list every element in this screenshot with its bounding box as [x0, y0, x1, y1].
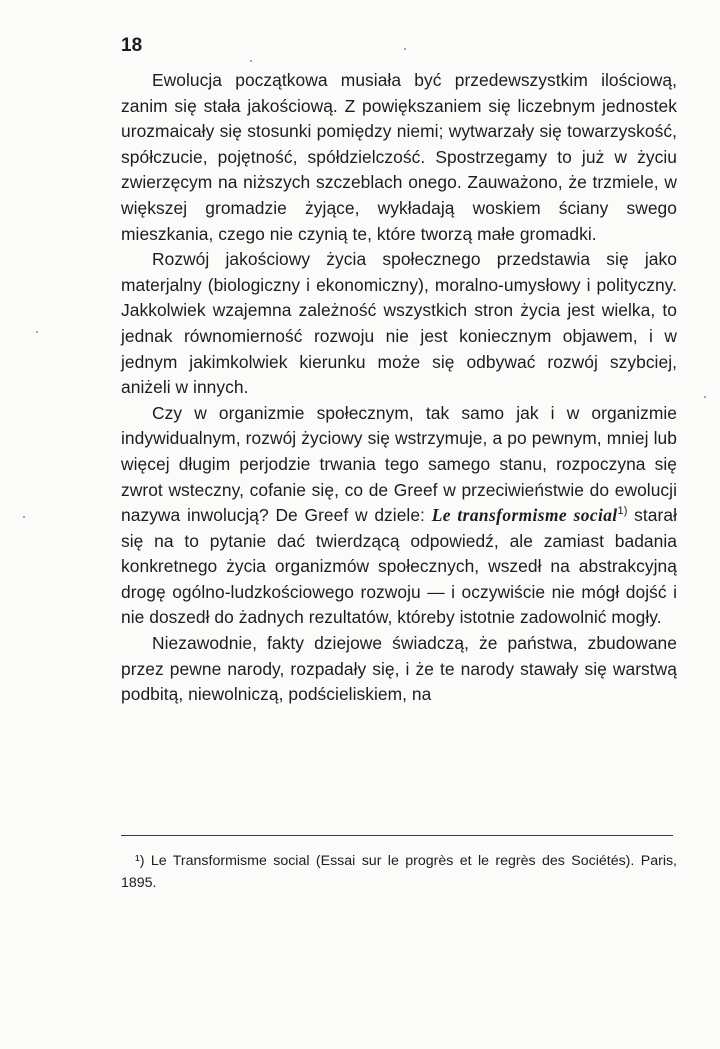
footnote-divider — [121, 835, 673, 836]
paragraph-3-text-b: starał się na to pytanie dać twierdzącą odpowiedź, ale zamiast badania konkretnego życia organizmów społecznych, wszedł na abstrakcyjną drogę ogólno-ludzkościowego rozwoju — i oczywiście nie mógł dojść i nie doszedł do żadnych rezultatów, któreby istotnie zadowolnić mogły. — [121, 505, 677, 628]
paragraph-2: Rozwój jakościowy życia społecznego przedstawia się jako materjalny (biologiczny i ekonomiczny), moralno-umysłowy i polityczny. Jakkolwiek wzajemna zależność wszystkich stron życia jest wielka, to jednak równomierność rozwoju nie jest koniecznym objawem, i w jednym jakimkolwiek kierunku może się odbywać rozwój szybciej, aniżeli w innych. — [121, 249, 677, 398]
footnote-reference: 1) — [617, 505, 628, 518]
book-title: Le transformisme social — [431, 505, 618, 526]
page-number: 18 — [121, 35, 143, 56]
footnote-text: Le Transformisme social (Essai sur le progrès et le regrès des Sociétés). Paris, 1895. — [121, 853, 678, 891]
paragraph-4: Niezawodnie, fakty dziejowe świadczą, że państwa, zbudowane przez pewne narody, rozpadały się, i że te narody stawały się warstwą podbitą, niewolniczą, podścieliskiem, na — [121, 633, 677, 705]
body-text — [121, 68, 677, 708]
paragraph-1: Ewolucja początkowa musiała być przedewszystkim ilościową, zanim się stała jakościową. Z powiększaniem się liczebnym jednostek urozmaicały się stosunki pomiędzy niemi; wytwarzały się towarzyskość, spółczucie, pojętność, spółdzielczość. Spostrzegamy to już w życiu zwierzęcym na niższych szczeblach onego. Zauważono, że trzmiele, w większej gromadzie żyjące, wykładają woskiem ściany swego mieszkania, czego nie czynią te, które tworzą małe gromadki. — [121, 70, 677, 244]
footnote — [121, 850, 677, 894]
paper-speck — [36, 331, 38, 333]
paper-speck — [704, 396, 706, 398]
paragraph-3-text-a: Czy w organizmie społecznym, tak samo jak i w organizmie indywidualnym, rozwój życiowy się wstrzymuje, a po pewnym, mniej lub więcej długim perjodzie trwania tego samego stanu, rozpoczyna się zwrot wsteczny, cofanie się, co de Greef w przeciwieństwie do ewolucji nazywa inwolucją? De Greef w dziele: — [121, 402, 677, 526]
paper-speck — [23, 516, 25, 518]
footnote-line — [121, 850, 677, 894]
paper-speck — [404, 48, 406, 50]
paper-speck — [250, 60, 252, 62]
paragraph-3 — [121, 401, 677, 631]
footnote-mark: ¹) — [135, 853, 145, 869]
